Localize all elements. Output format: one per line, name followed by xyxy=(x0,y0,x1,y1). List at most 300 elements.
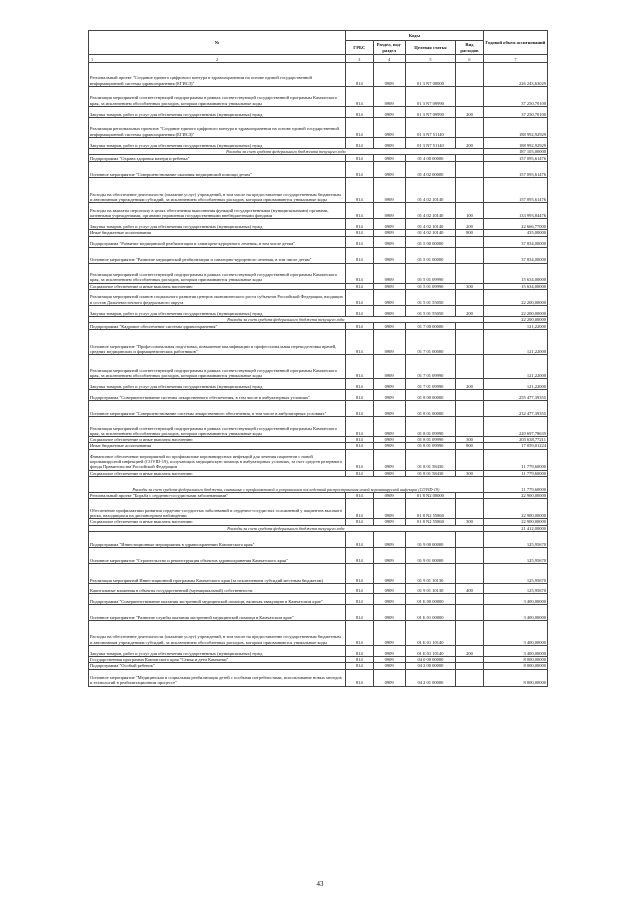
expense-type-cell: 300 xyxy=(456,519,484,525)
target-article-cell: 01 8 01 58430 xyxy=(405,470,455,476)
amount-cell: 21 412,00000 xyxy=(483,525,547,531)
table-row xyxy=(89,63,548,87)
expense-type-cell: 200 xyxy=(456,107,484,118)
name-cell: Основное мероприятие "Развитие службы оказания экстренной медицинской помощи в Камчатском крае" xyxy=(89,604,346,620)
grbs-cell: 814 xyxy=(346,620,374,645)
header-vid: Вид расходов xyxy=(456,41,484,55)
table-header xyxy=(89,31,548,63)
expense-type-cell xyxy=(456,236,484,247)
table-row xyxy=(89,87,548,107)
amount-cell: 121,22000 xyxy=(483,379,547,390)
grbs-cell: 814 xyxy=(346,219,374,230)
razdel-cell: 0909 xyxy=(373,323,405,330)
name-cell: Подпрограмма "Охрана здоровья матери и ребенка" xyxy=(89,155,346,162)
amount-cell: 121,22000 xyxy=(483,355,547,379)
index-cell: 7 xyxy=(483,55,547,63)
grbs-cell: 814 xyxy=(346,449,374,470)
table-row xyxy=(89,247,548,263)
razdel-cell: 0909 xyxy=(373,390,405,401)
amount-cell: 11 779,60000 xyxy=(483,477,547,493)
amount-cell: 188 992,92929 xyxy=(483,118,547,138)
header-number: № xyxy=(89,31,346,55)
target-article-cell: 01 4 02 10140 xyxy=(405,178,455,203)
amount-cell: 121,22000 xyxy=(483,323,547,330)
razdel-cell: 0909 xyxy=(373,663,405,669)
table-row xyxy=(89,593,548,604)
grbs-cell: 814 xyxy=(346,107,374,118)
razdel-cell: 0909 xyxy=(373,449,405,470)
name-cell: Основное мероприятие "Совершенствование системы лекарственного обеспечения, в том числе в амбулаторных условиях" xyxy=(89,401,346,417)
razdel-cell: 0909 xyxy=(373,401,405,417)
table-row xyxy=(89,449,548,470)
name-cell: Расходы на обеспечение деятельности (оказание услуг) учреждений, в том числе на предоставление государственным бюджетным и автономным учреждениям субсидий, за исключением обособленных расходов, которым присваиваются уникальные коды xyxy=(89,620,346,645)
amount-cell: 203 638,77211 xyxy=(483,437,547,443)
amount-cell: 11 779,60000 xyxy=(483,449,547,470)
grbs-cell: 814 xyxy=(346,87,374,107)
target-article-cell: 01 3 N7 51140 xyxy=(405,138,455,149)
grbs-cell: 814 xyxy=(346,593,374,604)
target-article-cell: 01 Б 01 10140 xyxy=(405,620,455,645)
funding-note: Расходы за счет средств федерального бюджета текущего года xyxy=(89,316,484,322)
grbs-cell: 814 xyxy=(346,547,374,563)
name-cell: Закупка товаров, работ и услуг для обеспечения государственных (муниципальных) нужд xyxy=(89,305,346,316)
funding-note: Расходы за счет средств федерального бюджета, связанные с профилактикой и устранением последствий распространения новой коронавирусной инфекции (COVID-19) xyxy=(89,477,484,493)
grbs-cell: 814 xyxy=(346,519,374,525)
razdel-cell: 0909 xyxy=(373,470,405,476)
target-article-cell: 01 9 00 00000 xyxy=(405,531,455,547)
amount-cell: 157 095,61476 xyxy=(483,178,547,203)
amount-cell: 22 900,00000 xyxy=(483,493,547,499)
grbs-cell: 814 xyxy=(346,155,374,162)
table-row xyxy=(89,620,548,645)
grbs-cell: 814 xyxy=(346,162,374,178)
grbs-cell: 814 xyxy=(346,283,374,289)
name-cell: Реализация мероприятий Инвестиционной программы Камчатского края (за исключением субсидий местным бюджетам) xyxy=(89,563,346,583)
amount-cell: 37 250,70100 xyxy=(483,87,547,107)
expense-type-cell xyxy=(456,87,484,107)
expense-type-cell xyxy=(456,593,484,604)
table-row xyxy=(89,236,548,247)
grbs-cell: 814 xyxy=(346,493,374,499)
name-cell: Закупка товаров, работ и услуг для обеспечения государственных (муниципальных) нужд xyxy=(89,645,346,656)
name-cell: Основное мероприятие "Профессиональная подготовка, повышение квалификации и профессиональная переподготовка врачей, средних медицинских и фармацевтических работников" xyxy=(89,330,346,355)
table-row xyxy=(89,289,548,305)
amount-cell: 8 000,00000 xyxy=(483,663,547,669)
expense-type-cell xyxy=(456,449,484,470)
amount-cell: 15 634,00000 xyxy=(483,263,547,283)
target-article-cell: 04 2 00 00000 xyxy=(405,663,455,669)
razdel-cell: 0909 xyxy=(373,443,405,449)
expense-type-cell: 300 xyxy=(456,437,484,443)
grbs-cell: 814 xyxy=(346,443,374,449)
expense-type-cell xyxy=(456,547,484,563)
header-target: Целевая статья xyxy=(405,41,455,55)
name-cell: Социальное обеспечение и иные выплаты населению xyxy=(89,470,346,476)
table-row xyxy=(89,178,548,203)
name-cell: Закупка товаров, работ и услуг для обеспечения государственных (муниципальных) нужд xyxy=(89,219,346,230)
header-razdel: Раздел, под-раздел xyxy=(373,41,405,55)
grbs-cell: 814 xyxy=(346,323,374,330)
razdel-cell: 0909 xyxy=(373,263,405,283)
target-article-cell: 01 Б 01 10140 xyxy=(405,645,455,656)
target-article-cell: 01 8 00 00000 xyxy=(405,390,455,401)
razdel-cell: 0909 xyxy=(373,330,405,355)
amount-cell: 435,00000 xyxy=(483,230,547,236)
table-row xyxy=(89,477,548,493)
grbs-cell: 814 xyxy=(346,669,374,686)
target-article-cell: 01 3 N7 09990 xyxy=(405,87,455,107)
razdel-cell: 0909 xyxy=(373,203,405,219)
expense-type-cell xyxy=(456,499,484,519)
expense-type-cell xyxy=(456,162,484,178)
target-article-cell: 01 9 01 10130 xyxy=(405,583,455,593)
target-article-cell: 01 7 01 09990 xyxy=(405,379,455,390)
amount-cell: 22 200,00000 xyxy=(483,316,547,322)
name-cell: Реализация мероприятий соответствующей подпрограммы в рамках соответствующей государственной программы Камчатского края, за исключением обособленных расходов, которым присваиваются уникальные коды xyxy=(89,417,346,437)
grbs-cell: 814 xyxy=(346,63,374,87)
name-cell: Обеспечение профилактики развития сердечно-сосудистых заболеваний и сердечно-сосудистых осложнений у пациентов высокого риска, находящихся на диспансерном наблюдении xyxy=(89,499,346,519)
amount-cell: 3 400,00000 xyxy=(483,593,547,604)
razdel-cell: 0909 xyxy=(373,178,405,203)
razdel-cell: 0909 xyxy=(373,162,405,178)
expense-type-cell: 100 xyxy=(456,203,484,219)
target-article-cell: 01 9 01 00000 xyxy=(405,547,455,563)
razdel-cell: 0909 xyxy=(373,155,405,162)
table-row xyxy=(89,203,548,219)
grbs-cell: 814 xyxy=(346,437,374,443)
target-article-cell: 01 5 01 00000 xyxy=(405,247,455,263)
target-article-cell: 01 4 02 10140 xyxy=(405,219,455,230)
name-cell: Подпрограмма "Кадровое обеспечение системы здравоохранения" xyxy=(89,323,346,330)
target-article-cell: 01 9 01 10130 xyxy=(405,563,455,583)
table-row xyxy=(89,155,548,162)
index-label: 1 xyxy=(91,56,94,62)
target-article-cell: 04 2 01 00000 xyxy=(405,669,455,686)
amount-cell: 157 095,61476 xyxy=(483,155,547,162)
grbs-cell: 814 xyxy=(346,401,374,417)
target-article-cell: 01 5 01 09990 xyxy=(405,263,455,283)
amount-cell: 157 095,61476 xyxy=(483,162,547,178)
name-cell: Расходы на обеспечение деятельности (оказание услуг) учреждений, в том числе на предоставление государственным бюджетным и автономным учреждениям субсидий, за исключением обособленных расходов, которым присваиваются уникальные коды xyxy=(89,178,346,203)
expense-type-cell xyxy=(456,323,484,330)
expense-type-cell xyxy=(456,178,484,203)
name-cell: Закупка товаров, работ и услуг для обеспечения государственных (муниципальных) нужд xyxy=(89,379,346,390)
grbs-cell: 814 xyxy=(346,305,374,316)
table-row xyxy=(89,499,548,519)
grbs-cell: 814 xyxy=(346,563,374,583)
name-cell: Социальное обеспечение и иные выплаты населению xyxy=(89,283,346,289)
expense-type-cell xyxy=(456,355,484,379)
target-article-cell: 01 4 00 00000 xyxy=(405,155,455,162)
razdel-cell: 0909 xyxy=(373,283,405,289)
header-total: Годовой объем ассигнований xyxy=(483,31,547,55)
name-cell: Подпрограмма "Совершенствование системы лекарственного обеспечения, в том числе в амбулаторных условиях" xyxy=(89,390,346,401)
header-grbs: ГРБС xyxy=(346,41,374,55)
grbs-cell: 814 xyxy=(346,178,374,203)
expense-type-cell xyxy=(456,289,484,305)
table-row xyxy=(89,263,548,283)
grbs-cell: 814 xyxy=(346,247,374,263)
funding-note: Расходы за счет средств федерального бюджента текущего года xyxy=(89,149,484,155)
target-article-cell: 01 5 00 00000 xyxy=(405,236,455,247)
expense-type-cell xyxy=(456,247,484,263)
amount-cell: 8 000,00000 xyxy=(483,656,547,662)
razdel-cell: 0909 xyxy=(373,236,405,247)
target-article-cell: 04 0 00 00000 xyxy=(405,656,455,662)
name-cell: Закупка товаров, работ и услуг для обеспечения государственных (муниципальных) нужд xyxy=(89,138,346,149)
amount-cell: 188 992,92929 xyxy=(483,138,547,149)
name-cell: Подпрограмма "Особый ребенок" xyxy=(89,663,346,669)
razdel-cell: 0909 xyxy=(373,593,405,604)
amount-cell: 125,95670 xyxy=(483,547,547,563)
amount-cell: 3 400,00000 xyxy=(483,604,547,620)
target-article-cell: 01 3 N7 51140 xyxy=(405,118,455,138)
grbs-cell: 814 xyxy=(346,604,374,620)
expense-type-cell xyxy=(456,330,484,355)
table-row xyxy=(89,645,548,656)
grbs-cell: 814 xyxy=(346,203,374,219)
name-cell: Региональный проект "Создание единого цифрового контура в здравоохранении на основе единой государственной информационной системы здравоохранения (ЕГИСЗ)" xyxy=(89,63,346,87)
amount-cell: 3 400,00000 xyxy=(483,645,547,656)
razdel-cell: 0909 xyxy=(373,669,405,686)
target-article-cell: 01 8 N2 55860 xyxy=(405,519,455,525)
expense-type-cell xyxy=(456,118,484,138)
index-cell xyxy=(89,55,346,63)
target-article-cell: 01 8 01 09990 xyxy=(405,417,455,437)
grbs-cell: 814 xyxy=(346,499,374,519)
header-codes: Коды xyxy=(346,31,484,41)
grbs-cell: 814 xyxy=(346,663,374,669)
razdel-cell: 0909 xyxy=(373,305,405,316)
razdel-cell: 0909 xyxy=(373,417,405,437)
razdel-cell: 0909 xyxy=(373,63,405,87)
name-cell: Иные бюджетные ассигнования xyxy=(89,443,346,449)
target-article-cell: 01 7 00 00000 xyxy=(405,323,455,330)
name-cell: Подпрограмма "Развитие медицинской реабилитации и санаторно-курортного лечения, в том числе детям" xyxy=(89,236,346,247)
name-cell: Основное мероприятие "Развитие медицинской реабилитации и санаторно-курортного лечения, в том числе детям" xyxy=(89,247,346,263)
razdel-cell: 0909 xyxy=(373,247,405,263)
razdel-cell: 0909 xyxy=(373,87,405,107)
amount-cell: 232 477,39355 xyxy=(483,401,547,417)
target-article-cell: 01 4 02 00000 xyxy=(405,162,455,178)
razdel-cell: 0909 xyxy=(373,289,405,305)
expense-type-cell: 800 xyxy=(456,230,484,236)
razdel-cell: 0909 xyxy=(373,604,405,620)
amount-cell: 17 059,01224 xyxy=(483,443,547,449)
name-cell: Региональный проект "Борьба с сердечно-сосудистыми заболеваниями" xyxy=(89,493,346,499)
table-row xyxy=(89,547,548,563)
target-article-cell: 01 8 01 00000 xyxy=(405,401,455,417)
amount-cell: 22 200,00000 xyxy=(483,305,547,316)
expense-type-cell xyxy=(456,390,484,401)
amount-cell: 125,95670 xyxy=(483,531,547,547)
target-article-cell: 01 8 01 09990 xyxy=(405,437,455,443)
page-number: 43 xyxy=(316,880,324,888)
index-cell: 5 xyxy=(405,55,455,63)
amount-cell: 187 103,00000 xyxy=(483,149,547,155)
grbs-cell: 814 xyxy=(346,289,374,305)
expense-type-cell: 200 xyxy=(456,138,484,149)
target-article-cell: 01 7 01 00000 xyxy=(405,330,455,355)
amount-cell: 226 243,63029 xyxy=(483,63,547,87)
name-cell: Реализация региональных проектов "Создание единого цифрового контура в здравоохранении на основе единой государственной информационной системы здравоохранения (ЕГИСЗ)" xyxy=(89,118,346,138)
index-label: 2 xyxy=(215,56,219,62)
target-article-cell: 01 4 02 10140 xyxy=(405,230,455,236)
index-row xyxy=(89,55,548,63)
name-cell: Основное мероприятие "Медицинская и социальная реабилитация детей с особыми потребностями, использование новых методов и технологий в реабилитационном процессе" xyxy=(89,669,346,686)
amount-cell: 37 250,70100 xyxy=(483,107,547,118)
grbs-cell: 814 xyxy=(346,656,374,662)
grbs-cell: 814 xyxy=(346,531,374,547)
razdel-cell: 0909 xyxy=(373,355,405,379)
table-row xyxy=(89,417,548,437)
name-cell: Социальное обеспечение и иные выплаты населению xyxy=(89,437,346,443)
budget-table xyxy=(88,30,548,687)
table-row xyxy=(89,390,548,401)
funding-note: Расходы за счет средств федерального бюджета текущего года xyxy=(89,525,484,531)
expense-type-cell xyxy=(456,63,484,87)
expense-type-cell xyxy=(456,155,484,162)
name-cell: Подпрограмма "Совершенствование оказания экстренной медицинской помощи, включая эвакуацию в Камчатском крае" xyxy=(89,593,346,604)
amount-cell: 133 993,84476 xyxy=(483,203,547,219)
target-article-cell: 01 5 01 55050 xyxy=(405,305,455,316)
grbs-cell: 814 xyxy=(346,583,374,593)
table-row xyxy=(89,162,548,178)
target-article-cell: 01 8 01 09990 xyxy=(405,443,455,449)
table-row xyxy=(89,107,548,118)
amount-cell: 22 900,00000 xyxy=(483,499,547,519)
name-cell: Основное мероприятие "Строительство и реконструкция объектов здравоохранения Камчатского края" xyxy=(89,547,346,563)
amount-cell: 22 200,00000 xyxy=(483,289,547,305)
razdel-cell: 0909 xyxy=(373,219,405,230)
razdel-cell: 0909 xyxy=(373,379,405,390)
index-cell: 6 xyxy=(456,55,484,63)
razdel-cell: 0909 xyxy=(373,118,405,138)
grbs-cell: 814 xyxy=(346,417,374,437)
grbs-cell: 814 xyxy=(346,379,374,390)
index-cell: 4 xyxy=(373,55,405,63)
expense-type-cell xyxy=(456,620,484,645)
amount-cell: 8 000,00000 xyxy=(483,669,547,686)
grbs-cell: 814 xyxy=(346,263,374,283)
table-row xyxy=(89,401,548,417)
expense-type-cell xyxy=(456,417,484,437)
expense-type-cell xyxy=(456,401,484,417)
table-row xyxy=(89,330,548,355)
amount-cell: 22 900,00000 xyxy=(483,519,547,525)
expense-type-cell: 400 xyxy=(456,583,484,593)
table-body xyxy=(89,63,548,687)
razdel-cell: 0909 xyxy=(373,531,405,547)
expense-type-cell: 300 xyxy=(456,470,484,476)
target-article-cell: 01 3 N7 00000 xyxy=(405,63,455,87)
grbs-cell: 814 xyxy=(346,645,374,656)
grbs-cell: 814 xyxy=(346,330,374,355)
name-cell: Основное мероприятие "Совершенствование оказания медицинской помощи детям" xyxy=(89,162,346,178)
table-row xyxy=(89,563,548,583)
amount-cell: 220 697,78635 xyxy=(483,417,547,437)
name-cell: Иные бюджетные ассигнования xyxy=(89,230,346,236)
razdel-cell: 0909 xyxy=(373,547,405,563)
table-row xyxy=(89,669,548,686)
name-cell: Подпрограмма "Инвестиционные мероприятия в здравоохранении Камчатского края" xyxy=(89,531,346,547)
name-cell: Реализация мероприятий соответствующей подпрограммы в рамках соответствующей государственной программы Камчатского края, за исключением обособленных расходов, которым присваиваются уникальные коды xyxy=(89,87,346,107)
name-cell: Социальное обеспечение и иные выплаты населению xyxy=(89,519,346,525)
table-row xyxy=(89,379,548,390)
grbs-cell: 814 xyxy=(346,236,374,247)
expense-type-cell: 800 xyxy=(456,443,484,449)
grbs-cell: 814 xyxy=(346,355,374,379)
target-article-cell: 01 8 01 58430 xyxy=(405,449,455,470)
table-row xyxy=(89,583,548,593)
amount-cell: 125,95670 xyxy=(483,563,547,583)
amount-cell: 37 834,00000 xyxy=(483,236,547,247)
name-cell: Реализация мероприятий планов социального развития центров экономического роста субъектов Российской Федерации, входящих в состав Дальневосточного федерального округа xyxy=(89,289,346,305)
razdel-cell: 0909 xyxy=(373,519,405,525)
amount-cell: 3 400,00000 xyxy=(483,620,547,645)
amount-cell: 11 779,60000 xyxy=(483,470,547,476)
table-row xyxy=(89,138,548,149)
amount-cell: 255 477,39355 xyxy=(483,390,547,401)
amount-cell: 22 666,77000 xyxy=(483,219,547,230)
target-article-cell: 01 7 01 09990 xyxy=(405,355,455,379)
table-row xyxy=(89,219,548,230)
expense-type-cell: 200 xyxy=(456,645,484,656)
razdel-cell: 0909 xyxy=(373,138,405,149)
target-article-cell: 01 5 01 55050 xyxy=(405,289,455,305)
target-article-cell: 01 Б 00 00000 xyxy=(405,593,455,604)
table-row xyxy=(89,118,548,138)
target-article-cell: 01 8 N2 55860 xyxy=(405,499,455,519)
table-row xyxy=(89,531,548,547)
target-article-cell: 01 8 N2 00000 xyxy=(405,493,455,499)
name-cell: Финансовое обеспечение мероприятий по профилактике коронавирусных инфекций для лечения пациентов с новой коронавирусной инфекцией (COVID-19), получающих медицинскую помощь в амбулаторных условиях, за счет средств резервного фонда Правительства Российской Федерации xyxy=(89,449,346,470)
target-article-cell: 01 4 02 10140 xyxy=(405,203,455,219)
name-cell: Реализация мероприятий соответствующей подпрограммы в рамках соответствующей государственной программы Камчатского края, за исключением обособленных расходов, которым присваиваются уникальные коды xyxy=(89,355,346,379)
name-cell: Закупка товаров, работ и услуг для обеспечения государственных (муниципальных) нужд xyxy=(89,107,346,118)
razdel-cell: 0909 xyxy=(373,499,405,519)
expense-type-cell xyxy=(456,531,484,547)
razdel-cell: 0909 xyxy=(373,437,405,443)
name-cell: Капитальные вложения в объекты государственной (муниципальной) собственности xyxy=(89,583,346,593)
target-article-cell: 01 Б 01 00000 xyxy=(405,604,455,620)
grbs-cell: 814 xyxy=(346,138,374,149)
amount-cell: 15 634,00000 xyxy=(483,283,547,289)
razdel-cell: 0909 xyxy=(373,583,405,593)
amount-cell: 121,22000 xyxy=(483,330,547,355)
table-row xyxy=(89,305,548,316)
expense-type-cell xyxy=(456,669,484,686)
razdel-cell: 0909 xyxy=(373,656,405,662)
expense-type-cell: 200 xyxy=(456,219,484,230)
razdel-cell: 0909 xyxy=(373,493,405,499)
amount-cell: 125,95670 xyxy=(483,583,547,593)
target-article-cell: 01 3 N7 09990 xyxy=(405,107,455,118)
expense-type-cell: 200 xyxy=(456,305,484,316)
expense-type-cell xyxy=(456,604,484,620)
razdel-cell: 0909 xyxy=(373,645,405,656)
razdel-cell: 0909 xyxy=(373,620,405,645)
name-cell: Государственная программа Камчатского края "Семья и дети Камчатки" xyxy=(89,656,346,662)
target-article-cell: 01 5 01 09990 xyxy=(405,283,455,289)
name-cell: Реализация мероприятий соответствующей подпрограммы в рамках соответствующей государственной программы Камчатского края, за исключением обособленных расходов, которым присваиваются уникальные коды xyxy=(89,263,346,283)
table-row xyxy=(89,323,548,330)
name-cell: Расходы на выплаты персоналу в целях обеспечения выполнения функций государственными (муниципальными) органами, казенными учреждениями, органами управления государственными внебюджетными фондами xyxy=(89,203,346,219)
expense-type-cell: 300 xyxy=(456,283,484,289)
amount-cell: 37 834,00000 xyxy=(483,247,547,263)
grbs-cell: 814 xyxy=(346,118,374,138)
razdel-cell: 0909 xyxy=(373,563,405,583)
